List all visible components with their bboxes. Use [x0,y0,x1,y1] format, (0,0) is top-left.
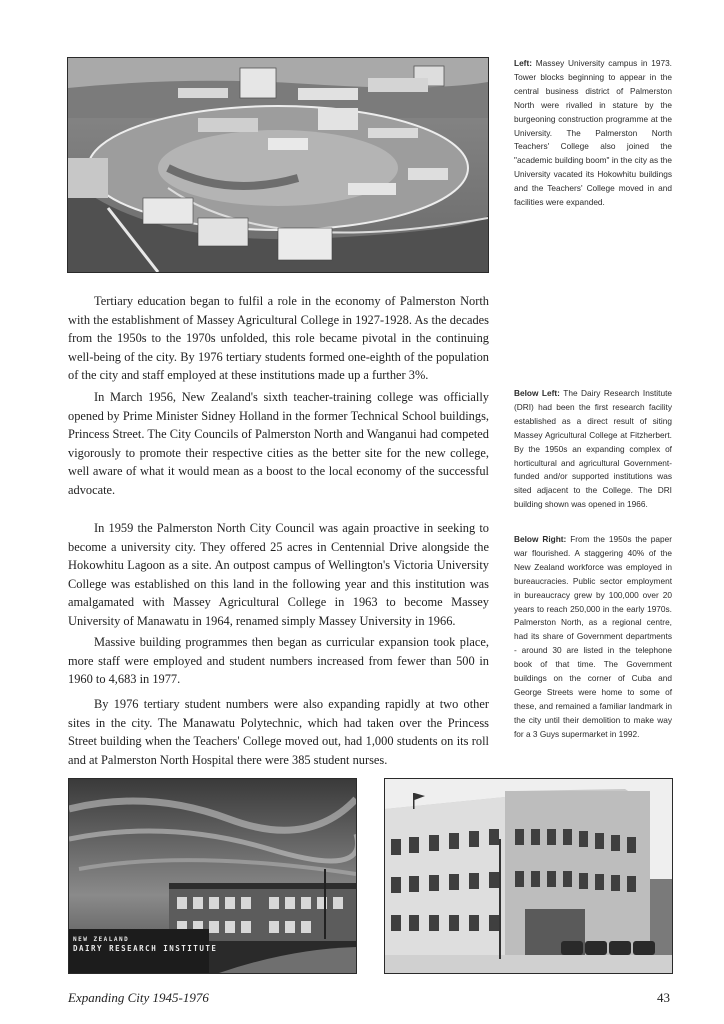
campus-aerial-photo [67,57,489,273]
caption-dairy-research [514,387,672,512]
caption-campus-text: Massey University campus in 1973. Tower blocks beginning to appear in the central business district of Palmerston North were rivalled in stature by the burgeoning construction programme at the University. The Palmerston North Teachers' College also joined the "academic building boom" in the city as the University vacated its Hokowhitu buildings and the Teachers' College moved in and facilities were expanded. [514,58,672,208]
caption-government-lead: Below Right: [514,534,567,544]
paragraph-4: Massive building programmes then began as curricular expansion took place, more staff were employed and student numbers increased from fewer than 500 in 1960 to 4,683 in 1977. [68,635,489,687]
dri-sign-line1: NEW ZEALAND [73,936,130,943]
government-buildings-photo [384,778,673,974]
footer-chapter-title: Expanding City 1945-1976 [68,990,209,1005]
caption-dairy-lead: Below Left: [514,388,560,398]
caption-campus [514,57,672,210]
dri-sign-line2: DAIRY RESEARCH INSTITUTE [73,944,218,953]
paragraph-5: By 1976 tertiary student numbers were also expanding rapidly at two other sites in the city. The Manawatu Polytechnic, which had taken over the Princess Street building when the Teachers' College moved out, had 1,000 students on its roll and at Palmerston North Hospital there were 385 student nurses. [68,697,489,767]
page-number: 43 [657,990,670,1005]
caption-government-buildings [514,533,672,742]
paragraph-3: In 1959 the Palmerston North City Council was again proactive in seeking to become a university city. They offered 25 acres in Centennial Drive alongside the Hokowhitu Lagoon as a site. An outpost campus of Wellington's Victoria University College was established on this land in the following year and this institution was amalgamated with Massey Agricultural College in 1963 to become Massey University of Manawatu in 1964, renamed simply Massey University in 1966. [68,521,489,628]
caption-dairy-text: The Dairy Research Institute (DRI) had been the first research facility established as a direct result of siting Massey Agricultural College at Fitzherbert. By the 1950s an expanding complex of horticultural and agricultural Government-funded and/or supported institutions was sited adjacent to the College. The DRI building shown was opened in 1966. [514,388,672,510]
paragraph-2: In March 1956, New Zealand's sixth teacher-training college was officially opened by Prime Minister Sidney Holland in the former Technical School buildings, Princess Street. The City Councils of Palmerston North and Wanganui had competed vigorously to promote their respective cities as the better site for the new college, well aware of what it would mean as a boost to the local economy of the successful advocate. [68,390,489,497]
caption-government-text: From the 1950s the paper war flourished. A staggering 40% of the New Zealand workforce was employed in bureaucracies. Public sector employment in bureaucracy grew by 100,000 over 20 years to reach 250,000 in the early 1970s. Palmerston North, as a regional centre, had its share of Government departments - around 30 are listed in the telephone book of that time. The Government buildings on the corner of Cuba and George Streets were home to some of these, and remained a familiar landmark in the city until their demolition to make way for a 3 Guys supermarket in 1992. [514,534,673,739]
dairy-research-photo [68,778,357,974]
paragraph-1: Tertiary education began to fulfil a role in the economy of Palmerston North with the establishment of Massey Agricultural College in 1927-1928. As the decades from the 1950s to the 1970s unfolded, this role became pivotal in the continuing well-being of the city. By 1976 tertiary students formed one-eighth of the population of the city and staff employed at these institutions made up a further 3%. [68,294,489,383]
government-buildings-image [385,779,672,973]
main-text-column [68,292,489,772]
campus-aerial-image [68,58,488,272]
caption-campus-lead: Left: [514,58,532,68]
